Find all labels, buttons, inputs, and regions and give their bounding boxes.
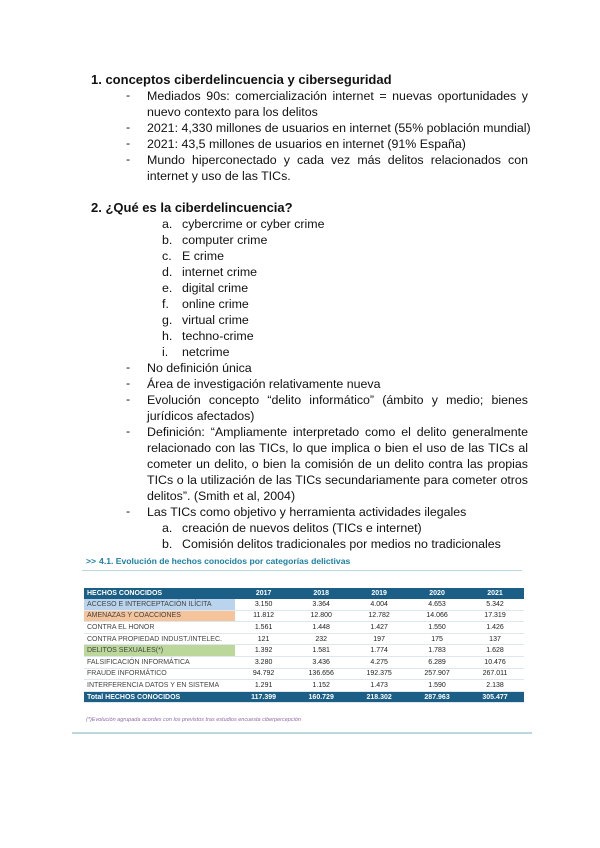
term-letter: e. bbox=[162, 281, 173, 295]
value-cell: 1.392 bbox=[235, 645, 292, 657]
s1-bullet-3: 2021: 43,5 millones de usuarios en internet (91% España) bbox=[147, 137, 466, 151]
table-row bbox=[84, 656, 524, 668]
total-value-cell: 117.399 bbox=[235, 691, 292, 703]
arrow-icon: >> bbox=[86, 556, 97, 566]
figure-note: (*)Evolución agrupada acordes con los previstos tras estudios encuesta ciberpercepción bbox=[86, 717, 301, 723]
term-item: online crime bbox=[182, 297, 249, 311]
value-cell: 1.291 bbox=[235, 680, 292, 692]
bullet-dash: - bbox=[126, 424, 131, 438]
category-cell: AMENAZAS Y COACCIONES bbox=[84, 610, 235, 622]
table-header-cell: 2020 bbox=[408, 588, 466, 599]
value-cell: 136.656 bbox=[292, 668, 350, 680]
value-cell: 3.364 bbox=[292, 599, 350, 610]
s1-bullet-4a: Mundo hiperconectado y cada vez más delitos relacionados con bbox=[147, 153, 528, 167]
term-item: digital crime bbox=[182, 281, 249, 295]
term-letter: d. bbox=[162, 265, 173, 279]
table-row bbox=[84, 680, 524, 692]
category-cell: CONTRA EL HONOR bbox=[84, 622, 235, 634]
table-row bbox=[84, 645, 524, 657]
term-letter: g. bbox=[162, 313, 173, 327]
value-cell: 12.800 bbox=[292, 610, 350, 622]
table-row bbox=[84, 633, 524, 645]
term-letter: f. bbox=[162, 297, 169, 311]
total-value-cell: 305.477 bbox=[466, 691, 524, 703]
bullet-dash: - bbox=[126, 360, 131, 374]
value-cell: 1.561 bbox=[235, 622, 292, 634]
category-cell: DELITOS SEXUALES(*) bbox=[84, 645, 235, 657]
table-header-cell: 2018 bbox=[292, 588, 350, 599]
s1-bullet-1a: Mediados 90s: comercialización internet = nuevas oportunidades y bbox=[147, 89, 528, 103]
value-cell: 94.792 bbox=[235, 668, 292, 680]
value-cell: 10.476 bbox=[466, 656, 524, 668]
value-cell: 1.473 bbox=[350, 680, 408, 692]
value-cell: 4.653 bbox=[408, 599, 466, 610]
value-cell: 175 bbox=[408, 633, 466, 645]
value-cell: 1.783 bbox=[408, 645, 466, 657]
term-item: techno-crime bbox=[182, 329, 254, 343]
table-header-cell: 2021 bbox=[466, 588, 524, 599]
table-row bbox=[84, 599, 524, 610]
value-cell: 1.550 bbox=[408, 622, 466, 634]
bullet-dash: - bbox=[126, 376, 131, 390]
table-total-row bbox=[84, 691, 524, 703]
category-cell: FALSIFICACIÓN INFORMÁTICA bbox=[84, 656, 235, 668]
term-letter: h. bbox=[162, 329, 173, 343]
section1-heading: 1. conceptos ciberdelincuencia y ciberseguridad bbox=[91, 72, 392, 87]
s2-bullet-4a: Definición: “Ampliamente interpretado como el delito generalmente bbox=[147, 425, 528, 439]
crime-table bbox=[84, 588, 524, 703]
term-item: virtual crime bbox=[182, 313, 249, 327]
value-cell: 3.280 bbox=[235, 656, 292, 668]
term-letter: i. bbox=[162, 345, 169, 359]
value-cell: 4.004 bbox=[350, 599, 408, 610]
table-header-row bbox=[84, 588, 524, 599]
term-item: E crime bbox=[182, 249, 224, 263]
s2-bullet-1: No definición única bbox=[147, 361, 252, 375]
value-cell: 1.152 bbox=[292, 680, 350, 692]
s2-bullet-4c: cometer un delito, o bien la comisión de un delito contra las propias bbox=[147, 457, 528, 471]
value-cell: 14.066 bbox=[408, 610, 466, 622]
section2-heading: 2. ¿Qué es la ciberdelincuencia? bbox=[91, 200, 293, 215]
s2-bullet-3a: Evolución concepto “delito informático” (ámbito y medio; bienes bbox=[147, 393, 528, 407]
value-cell: 4.275 bbox=[350, 656, 408, 668]
total-value-cell: 160.729 bbox=[292, 691, 350, 703]
value-cell: 6.289 bbox=[408, 656, 466, 668]
value-cell: 3.150 bbox=[235, 599, 292, 610]
value-cell: 232 bbox=[292, 633, 350, 645]
value-cell: 12.782 bbox=[350, 610, 408, 622]
term-letter: b. bbox=[162, 233, 173, 247]
term-item: internet crime bbox=[182, 265, 258, 279]
term-item: cybercrime or cyber crime bbox=[182, 217, 325, 231]
total-value-cell: 218.302 bbox=[350, 691, 408, 703]
sub-letter: a. bbox=[162, 521, 173, 535]
crime-statistics-figure bbox=[72, 552, 532, 734]
value-cell: 5.342 bbox=[466, 599, 524, 610]
term-letter: a. bbox=[162, 217, 173, 231]
total-label: Total HECHOS CONOCIDOS bbox=[84, 691, 235, 703]
value-cell: 192.375 bbox=[350, 668, 408, 680]
s2-bullet-4e: delitos”. (Smith et al, 2004) bbox=[147, 489, 296, 503]
sub-item-a: creación de nuevos delitos (TICs e internet) bbox=[182, 521, 422, 535]
figure-title bbox=[86, 556, 350, 566]
value-cell: 257.907 bbox=[408, 668, 466, 680]
s1-bullet-1b: nuevo contexto para los delitos bbox=[147, 105, 318, 119]
divider bbox=[82, 570, 522, 571]
value-cell: 11.812 bbox=[235, 610, 292, 622]
value-cell: 197 bbox=[350, 633, 408, 645]
value-cell: 137 bbox=[466, 633, 524, 645]
table-row bbox=[84, 622, 524, 634]
value-cell: 267.011 bbox=[466, 668, 524, 680]
bullet-dash: - bbox=[126, 152, 131, 166]
value-cell: 1.426 bbox=[466, 622, 524, 634]
term-item: computer crime bbox=[182, 233, 268, 247]
category-cell: CONTRA PROPIEDAD INDUST./INTELEC. bbox=[84, 633, 235, 645]
value-cell: 121 bbox=[235, 633, 292, 645]
value-cell: 1.774 bbox=[350, 645, 408, 657]
table-header-cell: HECHOS CONOCIDOS bbox=[84, 588, 235, 599]
category-cell: FRAUDE INFORMÁTICO bbox=[84, 668, 235, 680]
table-header-cell: 2017 bbox=[235, 588, 292, 599]
value-cell: 1.427 bbox=[350, 622, 408, 634]
value-cell: 3.436 bbox=[292, 656, 350, 668]
bullet-dash: - bbox=[126, 504, 131, 518]
sub-letter: b. bbox=[162, 537, 173, 551]
category-cell: ACCESO E INTERCEPTACIÓN ILÍCITA bbox=[84, 599, 235, 610]
bullet-dash: - bbox=[126, 88, 131, 102]
s2-bullet-4b: relacionado con las TICs, lo que implica o bien el uso de las TICs al bbox=[147, 441, 528, 455]
s1-bullet-4b: internet y uso de las TICs. bbox=[147, 169, 291, 183]
s2-bullet-5: Las TICs como objetivo y herramienta actividades ilegales bbox=[147, 505, 467, 519]
total-value-cell: 287.963 bbox=[408, 691, 466, 703]
table-row bbox=[84, 668, 524, 680]
s2-bullet-2: Área de investigación relativamente nueva bbox=[147, 377, 381, 391]
bullet-dash: - bbox=[126, 136, 131, 150]
table-header-cell: 2019 bbox=[350, 588, 408, 599]
table-row bbox=[84, 610, 524, 622]
bullet-dash: - bbox=[126, 120, 131, 134]
value-cell: 17.319 bbox=[466, 610, 524, 622]
category-cell: INTERFERENCIA DATOS Y EN SISTEMA bbox=[84, 680, 235, 692]
s2-bullet-3b: jurídicos afectados) bbox=[147, 409, 255, 423]
figure-title-text: 4.1. Evolución de hechos conocidos por categorías delictivas bbox=[99, 556, 351, 566]
s1-bullet-2: 2021: 4,330 millones de usuarios en internet (55% población mundial) bbox=[147, 121, 531, 135]
sub-item-b: Comisión delitos tradicionales por medios no tradicionales bbox=[182, 537, 501, 551]
value-cell: 1.448 bbox=[292, 622, 350, 634]
value-cell: 2.138 bbox=[466, 680, 524, 692]
term-letter: c. bbox=[162, 249, 172, 263]
s2-bullet-4d: TICs o la utilización de las TICs secundariamente para cometer otros bbox=[147, 473, 528, 487]
value-cell: 1.581 bbox=[292, 645, 350, 657]
value-cell: 1.590 bbox=[408, 680, 466, 692]
term-item: netcrime bbox=[182, 345, 230, 359]
value-cell: 1.628 bbox=[466, 645, 524, 657]
bullet-dash: - bbox=[126, 392, 131, 406]
